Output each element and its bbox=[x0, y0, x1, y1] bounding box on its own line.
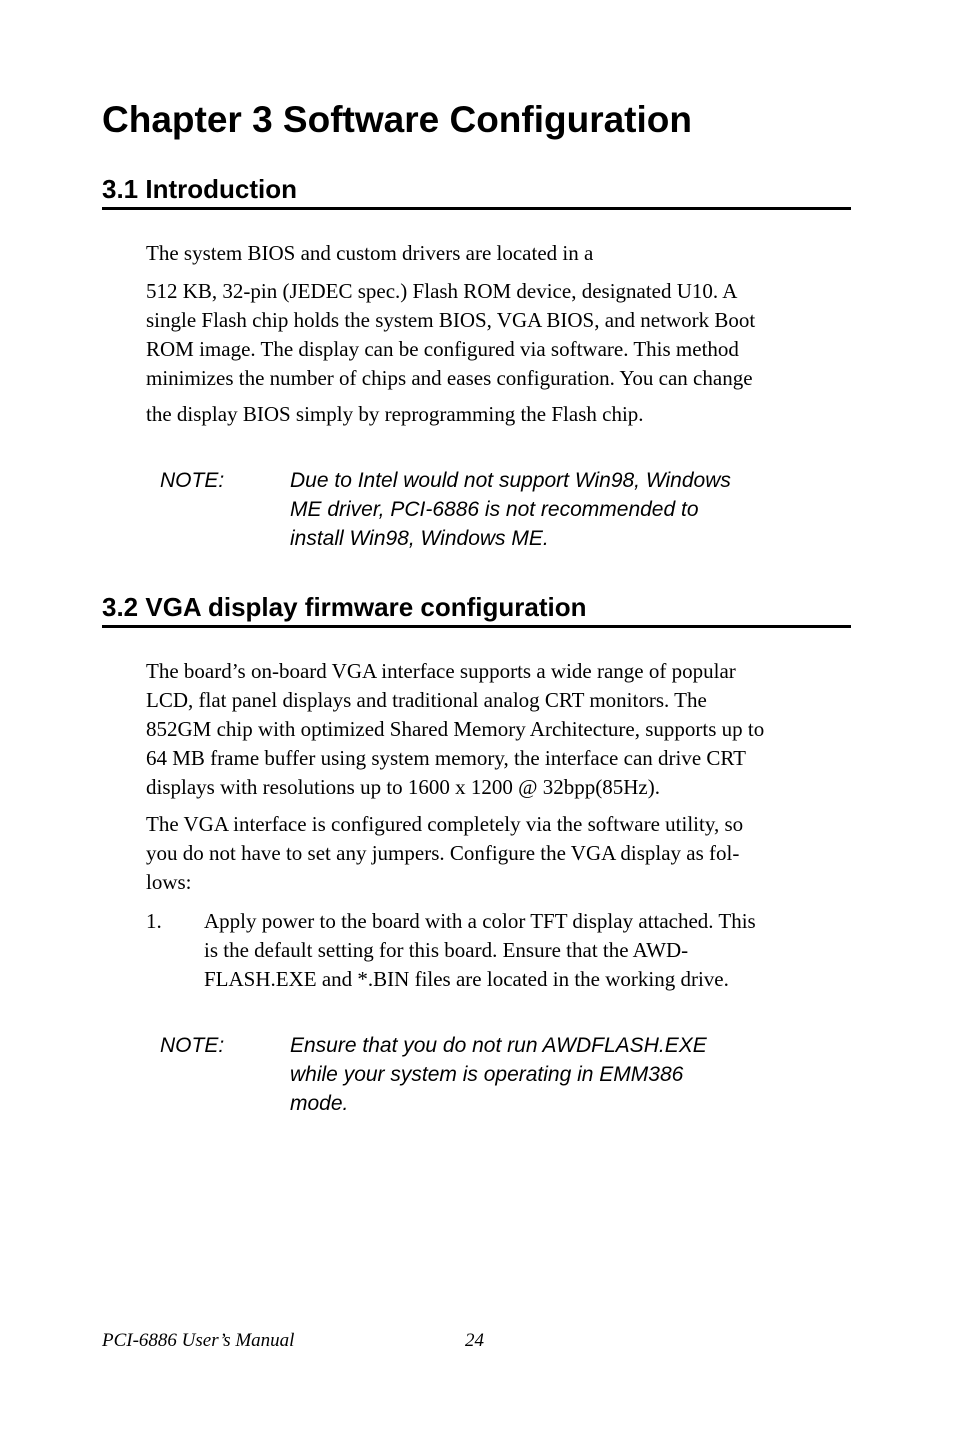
list-text bbox=[204, 907, 864, 994]
footer-manual-title: PCI-6886 User’s Manual bbox=[102, 1330, 295, 1351]
note-text bbox=[290, 1031, 850, 1118]
intro-paragraph-3 bbox=[146, 400, 856, 429]
note-line: while your system is operating in EMM386 bbox=[290, 1063, 684, 1086]
paragraph-line: lows: bbox=[146, 870, 192, 894]
paragraph-line: 512 KB, 32-pin (JEDEC spec.) Flash ROM device, designated U10. A bbox=[146, 279, 738, 303]
paragraph-line: minimizes the number of chips and eases configuration. You can change bbox=[146, 366, 753, 390]
vga-paragraph-1 bbox=[146, 657, 856, 802]
paragraph-line: The VGA interface is configured completely via the software utility, so bbox=[146, 812, 744, 836]
paragraph-line: 852GM chip with optimized Shared Memory Architecture, supports up to bbox=[146, 717, 765, 741]
list-number: 1. bbox=[146, 909, 162, 933]
vga-paragraph-2 bbox=[146, 810, 856, 897]
note-line: Due to Intel would not support Win98, Windows bbox=[290, 469, 731, 492]
note-line: install Win98, Windows ME. bbox=[290, 527, 549, 550]
paragraph-line: The board’s on-board VGA interface supports a wide range of popular bbox=[146, 659, 736, 683]
list-line: is the default setting for this board. Ensure that the AWD- bbox=[204, 938, 689, 962]
chapter-title: Chapter 3 Software Configuration bbox=[102, 99, 692, 140]
list-line: Apply power to the board with a color TFT display attached. This bbox=[204, 909, 756, 933]
section-heading-vga-firmware: 3.2 VGA display firmware configuration bbox=[102, 591, 851, 628]
paragraph-line: LCD, flat panel displays and traditional analog CRT monitors. The bbox=[146, 688, 707, 712]
section-heading-introduction: 3.1 Introduction bbox=[102, 173, 851, 210]
paragraph-line: single Flash chip holds the system BIOS, VGA BIOS, and network Boot bbox=[146, 308, 756, 332]
intro-paragraph-1 bbox=[146, 239, 856, 268]
note-label: NOTE: bbox=[160, 469, 225, 492]
paragraph-line: you do not have to set any jumpers. Configure the VGA display as fol- bbox=[146, 841, 740, 865]
note-line: ME driver, PCI-6886 is not recommended to bbox=[290, 498, 699, 521]
paragraph-line: The system BIOS and custom drivers are located in a bbox=[146, 241, 594, 265]
note-label: NOTE: bbox=[160, 1034, 225, 1057]
paragraph-line: 64 MB frame buffer using system memory, the interface can drive CRT bbox=[146, 746, 746, 770]
paragraph-line: displays with resolutions up to 1600 x 1200 @ 32bpp(85Hz). bbox=[146, 775, 660, 799]
paragraph-line: the display BIOS simply by reprogramming the Flash chip. bbox=[146, 402, 644, 426]
note-line: mode. bbox=[290, 1092, 349, 1115]
footer-page-number: 24 bbox=[465, 1330, 484, 1351]
paragraph-line: ROM image. The display can be configured via software. This method bbox=[146, 337, 739, 361]
note-text bbox=[290, 466, 850, 553]
intro-paragraph-2 bbox=[146, 277, 856, 393]
note-line: Ensure that you do not run AWDFLASH.EXE bbox=[290, 1034, 707, 1057]
list-line: FLASH.EXE and *.BIN files are located in the working drive. bbox=[204, 967, 729, 991]
